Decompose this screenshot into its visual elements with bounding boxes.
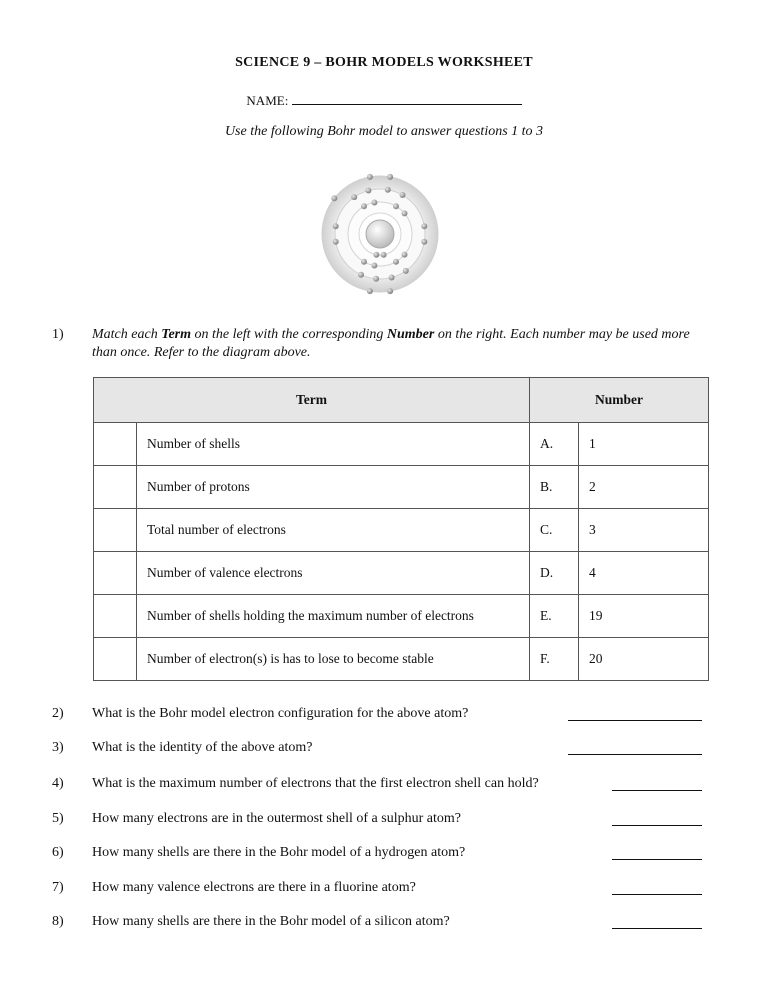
electron [333, 239, 339, 245]
electron [402, 210, 408, 216]
question-number: 3) [52, 740, 64, 755]
answer-box[interactable] [94, 466, 137, 509]
table-row [94, 423, 709, 466]
electron [371, 200, 377, 206]
term-header: Term [94, 378, 530, 423]
number-header: Number [530, 378, 709, 423]
name-blank[interactable] [292, 92, 522, 105]
electron [351, 194, 357, 200]
answer-box[interactable] [94, 595, 137, 638]
electron [365, 188, 371, 194]
question-5 [52, 811, 702, 831]
answer-box[interactable] [94, 552, 137, 595]
question-8 [52, 914, 702, 934]
electron [421, 239, 427, 245]
table-row [94, 552, 709, 595]
electron [387, 288, 393, 294]
table-row [94, 509, 709, 552]
term-cell: Number of protons [137, 466, 530, 509]
electron [361, 259, 367, 265]
question-text: How many valence electrons are there in a fluorine atom? [92, 880, 416, 895]
answer-line[interactable] [612, 894, 702, 895]
electron [367, 174, 373, 180]
question-number: 4) [52, 776, 64, 791]
number-cell: 19 [579, 595, 709, 638]
question-1-text: Match each Term on the left with the corresponding Number on the right. Each number may be used more than once. Refer to the diagram above. [92, 327, 690, 360]
electron [393, 259, 399, 265]
question-text: What is the maximum number of electrons that the first electron shell can hold? [92, 776, 539, 791]
question-number: 1) [52, 327, 64, 342]
question-text: What is the Bohr model electron configuration for the above atom? [92, 706, 469, 721]
answer-line[interactable] [612, 859, 702, 860]
term-cell: Number of shells holding the maximum number of electrons [137, 595, 530, 638]
electron [361, 203, 367, 209]
electron [358, 272, 364, 278]
term-cell: Number of shells [137, 423, 530, 466]
name-field-row [0, 92, 768, 109]
letter-cell: C. [530, 509, 579, 552]
matching-table [93, 377, 709, 681]
electron [371, 263, 377, 269]
question-number: 7) [52, 880, 64, 895]
electron [389, 275, 395, 281]
electron [421, 223, 427, 229]
question-text: How many shells are there in the Bohr model of a hydrogen atom? [92, 845, 466, 860]
answer-box[interactable] [94, 509, 137, 552]
answer-line[interactable] [568, 754, 702, 755]
electron [402, 252, 408, 258]
electron [331, 195, 337, 201]
letter-cell: B. [530, 466, 579, 509]
answer-line[interactable] [612, 928, 702, 929]
letter-cell: F. [530, 638, 579, 681]
question-text: How many shells are there in the Bohr model of a silicon atom? [92, 914, 450, 929]
bohr-model-diagram [312, 172, 448, 296]
answer-line[interactable] [568, 720, 702, 721]
table-row [94, 466, 709, 509]
question-number: 2) [52, 706, 64, 721]
question-number: 6) [52, 845, 64, 860]
answer-box[interactable] [94, 638, 137, 681]
question-number: 8) [52, 914, 64, 929]
letter-cell: E. [530, 595, 579, 638]
table-row [94, 638, 709, 681]
term-cell: Total number of electrons [137, 509, 530, 552]
answer-line[interactable] [612, 790, 702, 791]
electron [373, 252, 379, 258]
question-4 [52, 776, 702, 796]
letter-cell: A. [530, 423, 579, 466]
instruction-text: Use the following Bohr model to answer questions 1 to 3 [224, 124, 544, 139]
electron [367, 288, 373, 294]
term-cell: Number of valence electrons [137, 552, 530, 595]
question-text: How many electrons are in the outermost shell of a sulphur atom? [92, 811, 461, 826]
number-cell: 2 [579, 466, 709, 509]
question-3 [52, 740, 702, 760]
question-1 [52, 326, 692, 362]
letter-cell: D. [530, 552, 579, 595]
question-6 [52, 845, 702, 865]
question-7 [52, 880, 702, 900]
electron [403, 268, 409, 274]
number-cell: 4 [579, 552, 709, 595]
electron [393, 203, 399, 209]
name-label: NAME: [246, 93, 289, 108]
electron [381, 252, 387, 258]
worksheet-title: SCIENCE 9 – BOHR MODELS WORKSHEET [235, 55, 533, 70]
electron [387, 174, 393, 180]
question-2 [52, 706, 702, 726]
question-number: 5) [52, 811, 64, 826]
table-row [94, 595, 709, 638]
answer-box[interactable] [94, 423, 137, 466]
number-cell: 3 [579, 509, 709, 552]
electron [385, 187, 391, 193]
electron [400, 192, 406, 198]
electron [333, 223, 339, 229]
number-cell: 1 [579, 423, 709, 466]
term-cell: Number of electron(s) is has to lose to become stable [137, 638, 530, 681]
electron [373, 276, 379, 282]
number-cell: 20 [579, 638, 709, 681]
question-text: What is the identity of the above atom? [92, 740, 313, 755]
nucleus [366, 220, 394, 248]
answer-line[interactable] [612, 825, 702, 826]
